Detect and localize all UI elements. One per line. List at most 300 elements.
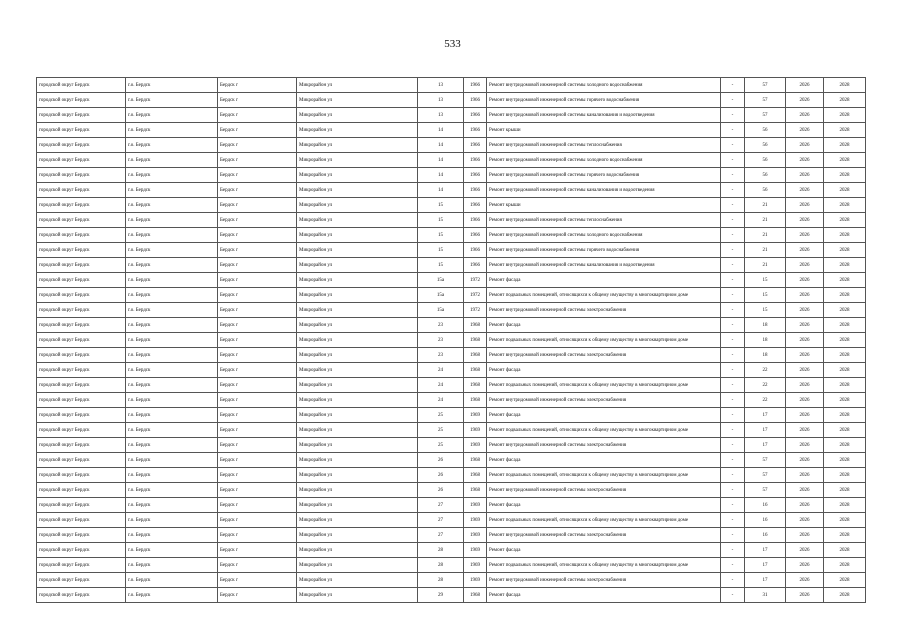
municipality-cell: городской округ Бердск: [37, 108, 126, 123]
work-type-cell: Ремонт подвальных помещений, относящихся к общему имуществу в многоквартирном доме: [487, 378, 721, 393]
count-cell: 15: [745, 288, 786, 303]
note-cell: -: [721, 198, 745, 213]
work-type-cell: Ремонт внутридомовой инженерной системы теплоснабжения: [487, 138, 721, 153]
end-year-cell: 2028: [824, 78, 866, 93]
build-year-cell: 1968: [464, 588, 487, 603]
municipality-cell: городской округ Бердск: [37, 138, 126, 153]
table-row: [37, 438, 866, 453]
table-row: [37, 423, 866, 438]
district-cell: г.о. Бердск: [126, 168, 218, 183]
start-year-cell: 2026: [786, 558, 824, 573]
street-cell: Микрорайон ул: [297, 243, 418, 258]
municipality-cell: городской округ Бердск: [37, 288, 126, 303]
district-cell: г.о. Бердск: [126, 243, 218, 258]
table-row: [37, 243, 866, 258]
settlement-cell: Бердск г: [218, 498, 297, 513]
start-year-cell: 2026: [786, 108, 824, 123]
work-type-cell: Ремонт фасада: [487, 588, 721, 603]
build-year-cell: 1966: [464, 78, 487, 93]
start-year-cell: 2026: [786, 348, 824, 363]
end-year-cell: 2028: [824, 408, 866, 423]
municipality-cell: городской округ Бердск: [37, 528, 126, 543]
build-year-cell: 1969: [464, 498, 487, 513]
end-year-cell: 2028: [824, 513, 866, 528]
start-year-cell: 2026: [786, 393, 824, 408]
build-year-cell: 1969: [464, 408, 487, 423]
table-row: [37, 498, 866, 513]
end-year-cell: 2028: [824, 303, 866, 318]
work-type-cell: Ремонт фасада: [487, 543, 721, 558]
table-row: [37, 78, 866, 93]
table-body: [37, 78, 866, 603]
build-year-cell: 1969: [464, 573, 487, 588]
street-cell: Микрорайон ул: [297, 153, 418, 168]
municipality-cell: городской округ Бердск: [37, 318, 126, 333]
district-cell: г.о. Бердск: [126, 123, 218, 138]
start-year-cell: 2026: [786, 543, 824, 558]
work-type-cell: Ремонт фасада: [487, 408, 721, 423]
end-year-cell: 2028: [824, 393, 866, 408]
street-cell: Микрорайон ул: [297, 408, 418, 423]
start-year-cell: 2026: [786, 483, 824, 498]
end-year-cell: 2028: [824, 138, 866, 153]
count-cell: 21: [745, 198, 786, 213]
work-type-cell: Ремонт фасада: [487, 363, 721, 378]
table-row: [37, 183, 866, 198]
note-cell: -: [721, 528, 745, 543]
work-type-cell: Ремонт крыши: [487, 123, 721, 138]
municipality-cell: городской округ Бердск: [37, 378, 126, 393]
work-type-cell: Ремонт фасада: [487, 273, 721, 288]
end-year-cell: 2028: [824, 453, 866, 468]
work-type-cell: Ремонт внутридомовой инженерной системы холодного водоснабжения: [487, 153, 721, 168]
settlement-cell: Бердск г: [218, 528, 297, 543]
note-cell: -: [721, 273, 745, 288]
street-cell: Микрорайон ул: [297, 423, 418, 438]
street-cell: Микрорайон ул: [297, 543, 418, 558]
district-cell: г.о. Бердск: [126, 483, 218, 498]
street-cell: Микрорайон ул: [297, 513, 418, 528]
count-cell: 15: [745, 273, 786, 288]
count-cell: 57: [745, 108, 786, 123]
settlement-cell: Бердск г: [218, 123, 297, 138]
street-cell: Микрорайон ул: [297, 483, 418, 498]
municipality-cell: городской округ Бердск: [37, 438, 126, 453]
table-row: [37, 513, 866, 528]
settlement-cell: Бердск г: [218, 348, 297, 363]
count-cell: 15: [745, 303, 786, 318]
table-row: [37, 543, 866, 558]
municipality-cell: городской округ Бердск: [37, 483, 126, 498]
work-type-cell: Ремонт внутридомовой инженерной системы холодного водоснабжения: [487, 228, 721, 243]
work-type-cell: Ремонт подвальных помещений, относящихся к общему имуществу в многоквартирном доме: [487, 423, 721, 438]
start-year-cell: 2026: [786, 303, 824, 318]
note-cell: -: [721, 303, 745, 318]
build-year-cell: 1969: [464, 528, 487, 543]
table-row: [37, 303, 866, 318]
end-year-cell: 2028: [824, 573, 866, 588]
house-number-cell: 14: [418, 123, 464, 138]
note-cell: -: [721, 288, 745, 303]
settlement-cell: Бердск г: [218, 513, 297, 528]
work-type-cell: Ремонт фасада: [487, 453, 721, 468]
house-number-cell: 25: [418, 408, 464, 423]
street-cell: Микрорайон ул: [297, 123, 418, 138]
house-number-cell: 14: [418, 168, 464, 183]
settlement-cell: Бердск г: [218, 78, 297, 93]
note-cell: -: [721, 78, 745, 93]
district-cell: г.о. Бердск: [126, 288, 218, 303]
note-cell: -: [721, 318, 745, 333]
municipality-cell: городской округ Бердск: [37, 588, 126, 603]
start-year-cell: 2026: [786, 423, 824, 438]
work-type-cell: Ремонт подвальных помещений, относящихся к общему имуществу в многоквартирном доме: [487, 513, 721, 528]
count-cell: 16: [745, 528, 786, 543]
house-number-cell: 15а: [418, 303, 464, 318]
settlement-cell: Бердск г: [218, 558, 297, 573]
district-cell: г.о. Бердск: [126, 258, 218, 273]
table-row: [37, 528, 866, 543]
count-cell: 22: [745, 378, 786, 393]
street-cell: Микрорайон ул: [297, 318, 418, 333]
district-cell: г.о. Бердск: [126, 138, 218, 153]
district-cell: г.о. Бердск: [126, 378, 218, 393]
start-year-cell: 2026: [786, 78, 824, 93]
note-cell: -: [721, 108, 745, 123]
end-year-cell: 2028: [824, 273, 866, 288]
street-cell: Микрорайон ул: [297, 453, 418, 468]
house-number-cell: 23: [418, 318, 464, 333]
district-cell: г.о. Бердск: [126, 513, 218, 528]
table-row: [37, 483, 866, 498]
note-cell: -: [721, 573, 745, 588]
count-cell: 22: [745, 393, 786, 408]
house-number-cell: 15: [418, 213, 464, 228]
note-cell: -: [721, 228, 745, 243]
build-year-cell: 1966: [464, 108, 487, 123]
table-row: [37, 453, 866, 468]
start-year-cell: 2026: [786, 168, 824, 183]
municipality-cell: городской округ Бердск: [37, 198, 126, 213]
start-year-cell: 2026: [786, 573, 824, 588]
count-cell: 16: [745, 498, 786, 513]
settlement-cell: Бердск г: [218, 288, 297, 303]
municipality-cell: городской округ Бердск: [37, 393, 126, 408]
settlement-cell: Бердск г: [218, 228, 297, 243]
work-type-cell: Ремонт внутридомовой инженерной системы электроснабжения: [487, 348, 721, 363]
street-cell: Микрорайон ул: [297, 333, 418, 348]
end-year-cell: 2028: [824, 228, 866, 243]
district-cell: г.о. Бердск: [126, 198, 218, 213]
work-type-cell: Ремонт внутридомовой инженерной системы электроснабжения: [487, 393, 721, 408]
district-cell: г.о. Бердск: [126, 303, 218, 318]
district-cell: г.о. Бердск: [126, 78, 218, 93]
start-year-cell: 2026: [786, 408, 824, 423]
district-cell: г.о. Бердск: [126, 393, 218, 408]
district-cell: г.о. Бердск: [126, 588, 218, 603]
house-number-cell: 24: [418, 363, 464, 378]
table-row: [37, 138, 866, 153]
settlement-cell: Бердск г: [218, 378, 297, 393]
street-cell: Микрорайон ул: [297, 348, 418, 363]
settlement-cell: Бердск г: [218, 588, 297, 603]
municipality-cell: городской округ Бердск: [37, 468, 126, 483]
house-number-cell: 26: [418, 453, 464, 468]
note-cell: -: [721, 93, 745, 108]
district-cell: г.о. Бердск: [126, 408, 218, 423]
settlement-cell: Бердск г: [218, 93, 297, 108]
end-year-cell: 2028: [824, 498, 866, 513]
municipality-cell: городской округ Бердск: [37, 153, 126, 168]
start-year-cell: 2026: [786, 513, 824, 528]
build-year-cell: 1968: [464, 333, 487, 348]
work-type-cell: Ремонт крыши: [487, 198, 721, 213]
start-year-cell: 2026: [786, 243, 824, 258]
start-year-cell: 2026: [786, 153, 824, 168]
street-cell: Микрорайон ул: [297, 588, 418, 603]
work-type-cell: Ремонт внутридомовой инженерной системы канализования и водоотведения: [487, 258, 721, 273]
settlement-cell: Бердск г: [218, 318, 297, 333]
municipality-cell: городской округ Бердск: [37, 573, 126, 588]
note-cell: -: [721, 438, 745, 453]
build-year-cell: 1969: [464, 558, 487, 573]
street-cell: Микрорайон ул: [297, 363, 418, 378]
street-cell: Микрорайон ул: [297, 573, 418, 588]
settlement-cell: Бердск г: [218, 438, 297, 453]
municipality-cell: городской округ Бердск: [37, 273, 126, 288]
build-year-cell: 1972: [464, 273, 487, 288]
count-cell: 56: [745, 123, 786, 138]
start-year-cell: 2026: [786, 288, 824, 303]
table-row: [37, 348, 866, 363]
table-row: [37, 333, 866, 348]
table-row: [37, 273, 866, 288]
house-number-cell: 28: [418, 558, 464, 573]
house-number-cell: 15а: [418, 288, 464, 303]
start-year-cell: 2026: [786, 588, 824, 603]
note-cell: -: [721, 498, 745, 513]
end-year-cell: 2028: [824, 198, 866, 213]
count-cell: 21: [745, 228, 786, 243]
street-cell: Микрорайон ул: [297, 273, 418, 288]
note-cell: -: [721, 393, 745, 408]
street-cell: Микрорайон ул: [297, 168, 418, 183]
district-cell: г.о. Бердск: [126, 468, 218, 483]
start-year-cell: 2026: [786, 468, 824, 483]
count-cell: 57: [745, 93, 786, 108]
note-cell: -: [721, 423, 745, 438]
settlement-cell: Бердск г: [218, 333, 297, 348]
start-year-cell: 2026: [786, 498, 824, 513]
count-cell: 18: [745, 333, 786, 348]
house-number-cell: 27: [418, 513, 464, 528]
house-number-cell: 14: [418, 138, 464, 153]
settlement-cell: Бердск г: [218, 138, 297, 153]
street-cell: Микрорайон ул: [297, 198, 418, 213]
house-number-cell: 15: [418, 243, 464, 258]
house-number-cell: 15: [418, 198, 464, 213]
work-type-cell: Ремонт подвальных помещений, относящихся к общему имуществу в многоквартирном доме: [487, 288, 721, 303]
end-year-cell: 2028: [824, 93, 866, 108]
district-cell: г.о. Бердск: [126, 318, 218, 333]
house-number-cell: 27: [418, 528, 464, 543]
end-year-cell: 2028: [824, 123, 866, 138]
district-cell: г.о. Бердск: [126, 333, 218, 348]
table-row: [37, 393, 866, 408]
house-number-cell: 28: [418, 543, 464, 558]
work-type-cell: Ремонт внутридомовой инженерной системы горячего водоснабжения: [487, 243, 721, 258]
settlement-cell: Бердск г: [218, 408, 297, 423]
build-year-cell: 1969: [464, 423, 487, 438]
start-year-cell: 2026: [786, 318, 824, 333]
count-cell: 57: [745, 468, 786, 483]
end-year-cell: 2028: [824, 468, 866, 483]
build-year-cell: 1968: [464, 483, 487, 498]
table-row: [37, 558, 866, 573]
table-row: [37, 318, 866, 333]
table-row: [37, 153, 866, 168]
note-cell: -: [721, 348, 745, 363]
count-cell: 21: [745, 243, 786, 258]
count-cell: 17: [745, 408, 786, 423]
municipality-cell: городской округ Бердск: [37, 348, 126, 363]
end-year-cell: 2028: [824, 288, 866, 303]
municipality-cell: городской округ Бердск: [37, 213, 126, 228]
table-row: [37, 228, 866, 243]
settlement-cell: Бердск г: [218, 183, 297, 198]
end-year-cell: 2028: [824, 213, 866, 228]
municipality-cell: городской округ Бердск: [37, 303, 126, 318]
build-year-cell: 1969: [464, 438, 487, 453]
end-year-cell: 2028: [824, 423, 866, 438]
street-cell: Микрорайон ул: [297, 213, 418, 228]
build-year-cell: 1972: [464, 288, 487, 303]
count-cell: 56: [745, 138, 786, 153]
street-cell: Микрорайон ул: [297, 393, 418, 408]
count-cell: 22: [745, 363, 786, 378]
district-cell: г.о. Бердск: [126, 348, 218, 363]
end-year-cell: 2028: [824, 528, 866, 543]
page-number: 533: [444, 38, 461, 50]
build-year-cell: 1966: [464, 258, 487, 273]
settlement-cell: Бердск г: [218, 243, 297, 258]
municipality-cell: городской округ Бердск: [37, 513, 126, 528]
municipality-cell: городской округ Бердск: [37, 78, 126, 93]
end-year-cell: 2028: [824, 348, 866, 363]
district-cell: г.о. Бердск: [126, 528, 218, 543]
note-cell: -: [721, 513, 745, 528]
note-cell: -: [721, 123, 745, 138]
street-cell: Микрорайон ул: [297, 183, 418, 198]
build-year-cell: 1968: [464, 393, 487, 408]
capital-repair-table: [36, 77, 866, 603]
settlement-cell: Бердск г: [218, 468, 297, 483]
end-year-cell: 2028: [824, 588, 866, 603]
end-year-cell: 2028: [824, 543, 866, 558]
count-cell: 31: [745, 588, 786, 603]
table-row: [37, 588, 866, 603]
house-number-cell: 23: [418, 348, 464, 363]
municipality-cell: городской округ Бердск: [37, 498, 126, 513]
build-year-cell: 1966: [464, 123, 487, 138]
table-row: [37, 93, 866, 108]
note-cell: -: [721, 378, 745, 393]
build-year-cell: 1966: [464, 228, 487, 243]
table-row: [37, 573, 866, 588]
street-cell: Микрорайон ул: [297, 288, 418, 303]
end-year-cell: 2028: [824, 258, 866, 273]
municipality-cell: городской округ Бердск: [37, 258, 126, 273]
settlement-cell: Бердск г: [218, 108, 297, 123]
district-cell: г.о. Бердск: [126, 228, 218, 243]
start-year-cell: 2026: [786, 528, 824, 543]
work-type-cell: Ремонт внутридомовой инженерной системы канализования и водоотведения: [487, 183, 721, 198]
municipality-cell: городской округ Бердск: [37, 333, 126, 348]
note-cell: -: [721, 588, 745, 603]
count-cell: 18: [745, 348, 786, 363]
house-number-cell: 13: [418, 78, 464, 93]
work-type-cell: Ремонт внутридомовой инженерной системы электроснабжения: [487, 438, 721, 453]
start-year-cell: 2026: [786, 213, 824, 228]
district-cell: г.о. Бердск: [126, 108, 218, 123]
house-number-cell: 27: [418, 498, 464, 513]
note-cell: -: [721, 213, 745, 228]
street-cell: Микрорайон ул: [297, 468, 418, 483]
count-cell: 56: [745, 183, 786, 198]
street-cell: Микрорайон ул: [297, 78, 418, 93]
build-year-cell: 1968: [464, 378, 487, 393]
district-cell: г.о. Бердск: [126, 543, 218, 558]
municipality-cell: городской округ Бердск: [37, 543, 126, 558]
house-number-cell: 13: [418, 93, 464, 108]
district-cell: г.о. Бердск: [126, 453, 218, 468]
settlement-cell: Бердск г: [218, 198, 297, 213]
build-year-cell: 1968: [464, 318, 487, 333]
note-cell: -: [721, 333, 745, 348]
house-number-cell: 26: [418, 468, 464, 483]
end-year-cell: 2028: [824, 438, 866, 453]
house-number-cell: 24: [418, 378, 464, 393]
work-type-cell: Ремонт внутридомовой инженерной системы горячего водоснабжения: [487, 168, 721, 183]
start-year-cell: 2026: [786, 333, 824, 348]
build-year-cell: 1966: [464, 168, 487, 183]
build-year-cell: 1968: [464, 363, 487, 378]
start-year-cell: 2026: [786, 93, 824, 108]
table-row: [37, 378, 866, 393]
house-number-cell: 15: [418, 228, 464, 243]
street-cell: Микрорайон ул: [297, 138, 418, 153]
build-year-cell: 1968: [464, 348, 487, 363]
house-number-cell: 15а: [418, 273, 464, 288]
end-year-cell: 2028: [824, 243, 866, 258]
note-cell: -: [721, 258, 745, 273]
district-cell: г.о. Бердск: [126, 438, 218, 453]
work-type-cell: Ремонт внутридомовой инженерной системы канализования и водоотведения: [487, 108, 721, 123]
note-cell: -: [721, 543, 745, 558]
settlement-cell: Бердск г: [218, 168, 297, 183]
municipality-cell: городской округ Бердск: [37, 183, 126, 198]
municipality-cell: городской округ Бердск: [37, 168, 126, 183]
street-cell: Микрорайон ул: [297, 498, 418, 513]
table-row: [37, 408, 866, 423]
district-cell: г.о. Бердск: [126, 183, 218, 198]
district-cell: г.о. Бердск: [126, 153, 218, 168]
count-cell: 17: [745, 543, 786, 558]
street-cell: Микрорайон ул: [297, 528, 418, 543]
note-cell: -: [721, 138, 745, 153]
street-cell: Микрорайон ул: [297, 303, 418, 318]
house-number-cell: 25: [418, 423, 464, 438]
